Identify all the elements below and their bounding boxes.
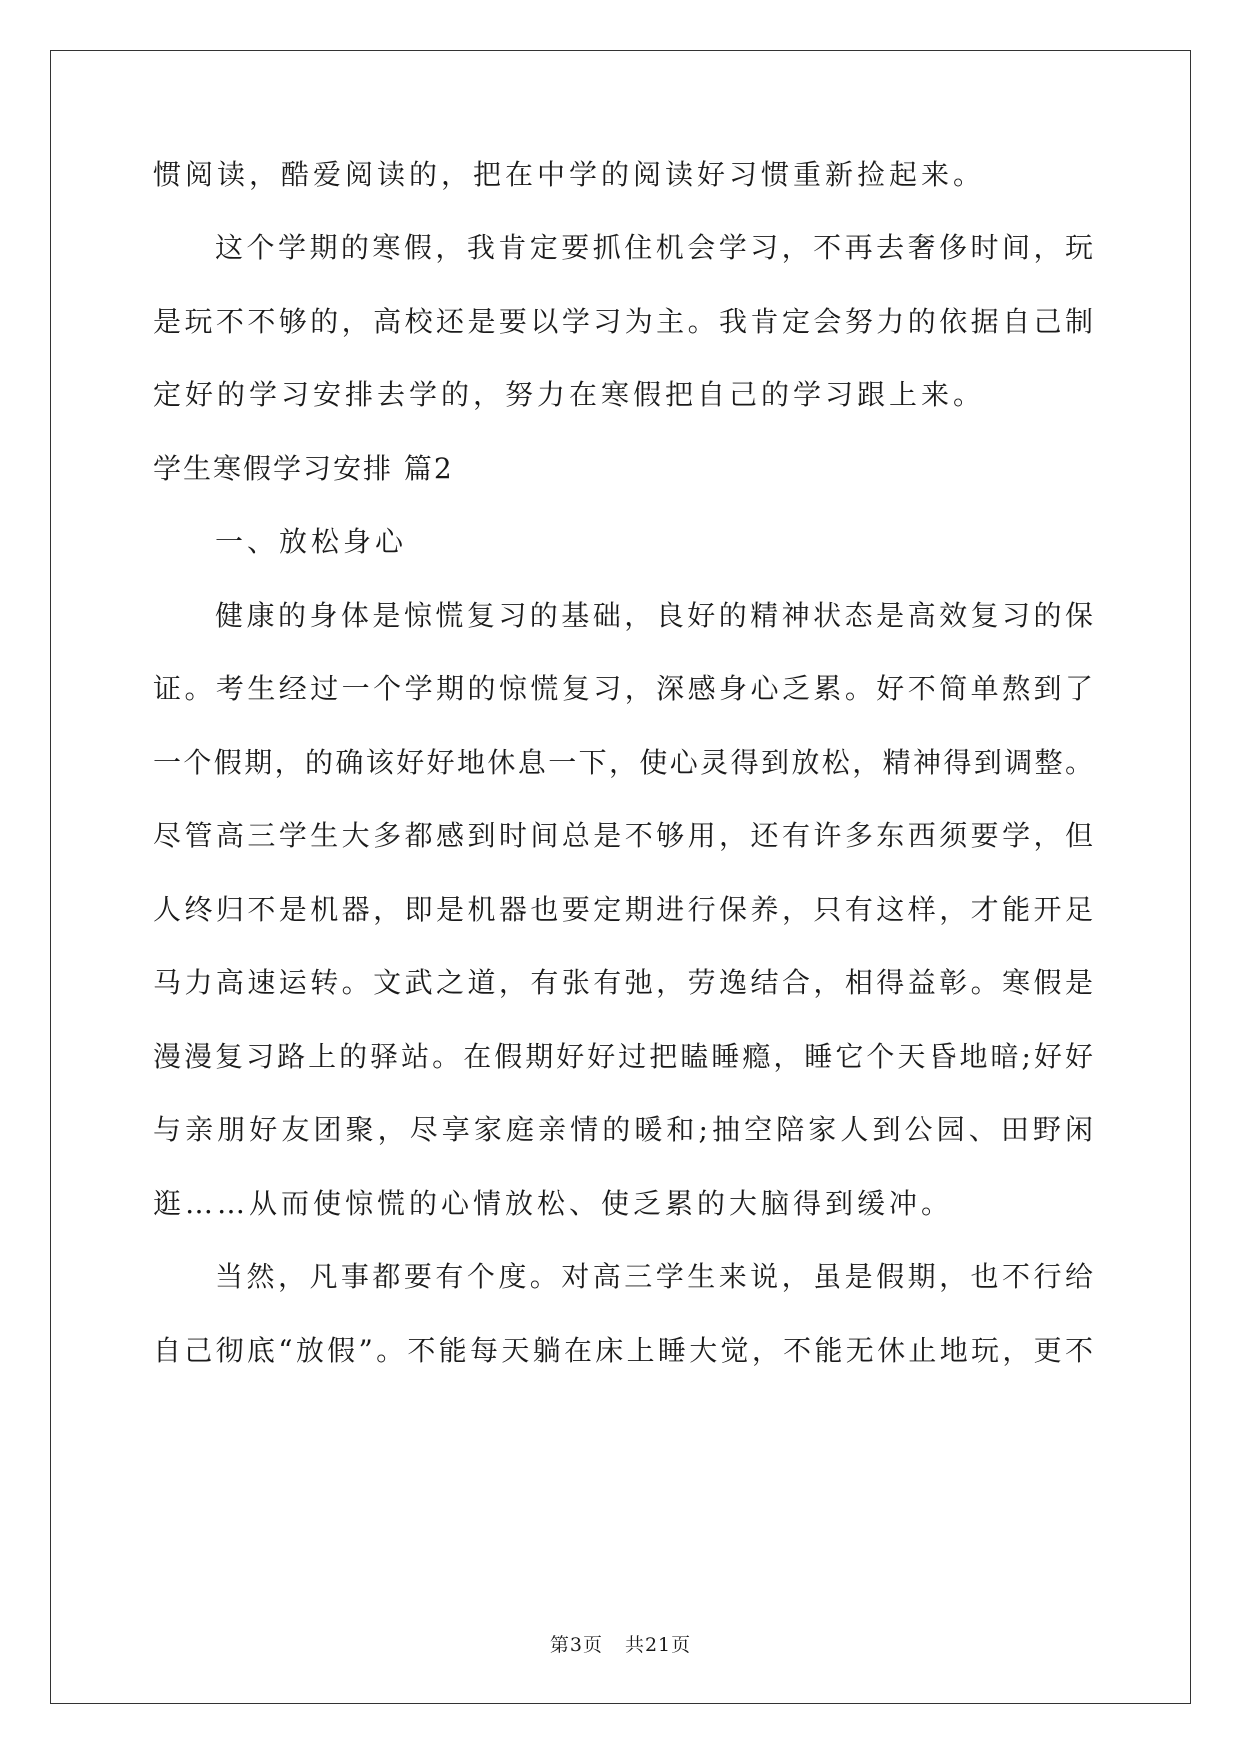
paragraph-line: 自己彻底“放假”。不能每天躺在床上睡大觉，不能无休止地玩，更不 [153, 1334, 1093, 1367]
paragraph-line: 人终归不是机器，即是机器也要定期进行保养，只有这样，才能开足 [153, 893, 1093, 926]
page-footer [0, 1630, 1241, 1657]
page-border [50, 50, 1191, 1704]
total-pages: 共21页 [624, 1634, 692, 1656]
paragraph-line: 漫漫复习路上的驿站。在假期好好过把瞌睡瘾，睡它个天昏地暗;好好 [153, 1040, 1093, 1073]
paragraph-line: 健康的身体是惊慌复习的基础，良好的精神状态是高效复习的保 [215, 599, 1093, 632]
paragraph-line: 当然，凡事都要有个度。对高三学生来说，虽是假期，也不行给 [215, 1260, 1093, 1293]
paragraph-line: 惯阅读，酷爱阅读的，把在中学的阅读好习惯重新捡起来。 [153, 158, 986, 191]
paragraph-line: 这个学期的寒假，我肯定要抓住机会学习，不再去奢侈时间，玩 [215, 231, 1093, 264]
subsection-heading: 一、放松身心 [215, 525, 408, 558]
paragraph-line: 证。考生经过一个学期的惊慌复习，深感身心乏累。好不简单熬到了 [153, 672, 1093, 705]
paragraph-line: 是玩不不够的，高校还是要以学习为主。我肯定会努力的依据自己制 [153, 305, 1093, 338]
paragraph-line: 定好的学习安排去学的，努力在寒假把自己的学习跟上来。 [153, 378, 986, 411]
paragraph-line: 逛……从而使惊慌的心情放松、使乏累的大脑得到缓冲。 [153, 1187, 954, 1220]
paragraph-line: 一个假期，的确该好好地休息一下，使心灵得到放松，精神得到调整。 [153, 746, 1093, 779]
page-number: 第3页 [549, 1634, 603, 1656]
paragraph-line: 与亲朋好友团聚，尽享家庭亲情的暖和;抽空陪家人到公园、田野闲 [153, 1113, 1093, 1146]
paragraph-line: 尽管高三学生大多都感到时间总是不够用，还有许多东西须要学，但 [153, 819, 1093, 852]
paragraph-line: 马力高速运转。文武之道，有张有弛，劳逸结合，相得益彰。寒假是 [153, 966, 1093, 999]
section-heading: 学生寒假学习安排 篇2 [153, 452, 454, 485]
